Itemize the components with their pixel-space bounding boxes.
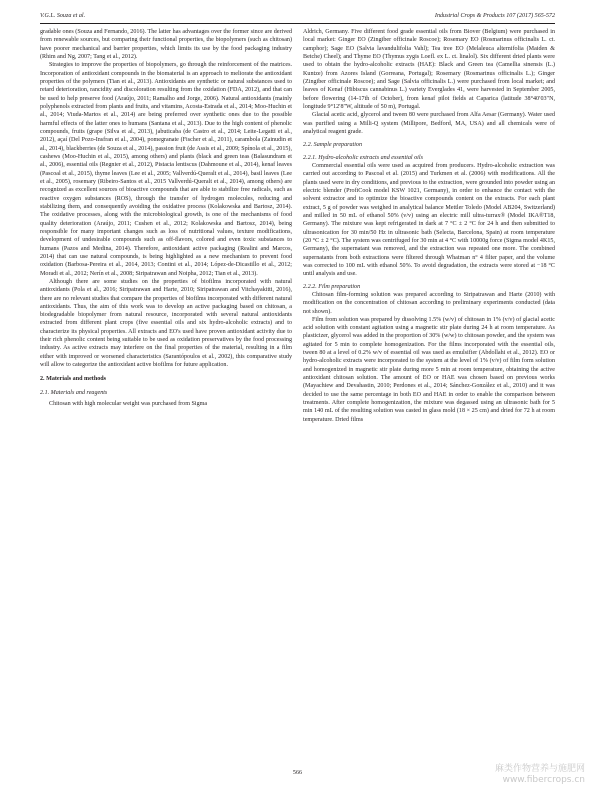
page-number: 566 [292,770,303,776]
paragraph: Commercial essential oils were used as acquired from producers. Hydro-alcoholic extraction was carried out according to Pascoal et al. (2015) and Turkmen et al. (2006) with modifications. All the plants used were in dry conditions, and previous to the extraction, were grounded into powder using an electric blender (ProfiCook model KSW 1021, Germany), in order to enhance the contact with the solvent extractor and to optimize the bioactive compounds content on the extracts. For each plant extract, 5 g of powder was weighed in analytical balance Mettler Toledo (Model AB204, Switzerland) and milled in 50 mL of ethanol 50% (v/v) using an electric mill ultra-turrax® (Model IKA®T18, Germany). The mixture was kept refrigerated in dark at 7 °C ± 2 °C for 24 h and then submitted to ultrasonication for 30 min/50 Hz in ultrasonic bath (Selecta, Barcelona, Spain) at room temperature (20 °C ± 2 °C). The system was centrifuged for 30 min at 4 °C with 10000g force (Sigma model 4K15, Germany), the supernatant was removed, and the extraction was repeated one more. The combined supernatants from both extractions were filtered through Whatman n° 4 filter paper, and the volume was corrected to 100 mL with ethanol 50%. To avoid degradation, the extracts were stored at −18 °C until analysis and use. [303,162,555,278]
subsection-heading-materials: 2.1. Materials and reagents [40,389,108,396]
paragraph: gradable ones (Souza and Fernando, 2016). The latter has advantages over the former since are derived from renewable sources, but comparing their functional properties, the biopolymers (such as chitosan) have poorer mechanical and barrier properties, which limits its use by the food packaging industry (Rhim and Ng, 2007; Tang et al., 2012). [40,29,292,60]
section-heading-methods: 2. Materials and methods [40,376,107,383]
paragraph: Film from solution was prepared by dissolving 1.5% (w/v) of chitosan in 1% (v/v) of glacial acetic acid solution with constant agitation using a magnetic stir plate during 24 h at room temperature. As plasticizer, glycerol was added in the proportion of 30% (w/w) to chitosan powder, and the system was agitated for 5 min to complete homogenization. For the films incorporated with the essential oils, tween 80 at a level of 0.2% w/v of essential oil was used as emulsifier (Abdollahi et al., 2012). EO or hydro-alcoholic extracts were incorporated to the system at the level of 1% (v/v) of film form solution and homogenized in magnetic stir plate during more 5 min at room temperature, obtaining the active antioxidant chitosan solution. The amount of EO or HAE was chosen based on previous works (Mayachiew and Devahastin, 2010; Perdones et al., 2014; Sánchez-González et al., 2010) and it was decided to use the same percentage in both EO and HAE in order to enable the comparison between treatments. After complete homogenization, the mixture was degassed using an ultrasonic bath for 5 min 140 mL of the resulting solution was casted in glass mold (18 × 25 cm) and dried for 72 h at room temperature. Dried films [303,316,555,423]
paragraph: Chitosan with high molecular weight was purchased from Sigma [49,401,208,408]
running-header-authors: V.G.L. Souza et al. [40,13,86,19]
paragraph: Aldrich, Germany. Five different food grade essential oils from Biover (Belgium) were purchased in local market: Ginger EO (Zingiber officinale Roscoe); Rosemary EO (Rosmarinus officinalis L. ct. camphor); Sage EO (Salvia lavandulifolia Vahl); Tea tree EO (Melaleuca alternifolia (Maiden & Betche) Cheel); and Thyme EO (Thymus zygis Loefl. ex L. ct. linalol). Six different dried plants were used to obtain the hydro-alcoholic extracts (HAE): Black and Green tea (Camellia sinensis (L.) Kuntze) from Azores Island (Gorreana, Portugal); Rosemary (Rosmarinus officinalis L.); Ginger (Zingiber officinale Roscoe); and Sage (Salvia officinalis L.) were purchased from local market; and leaves of Kenaf (Hibiscus cannabinus L.) variety Everglades 41, were harvested in September 2005, before flowering (14-17th of October), from kenaf pilot fields at Caparica (latitude 38°40′03″N, longitude 9°12′8″W, altitude of 50 m), Portugal. [303,29,555,110]
right-column [303,28,555,424]
subsection-heading-sample-preparation: 2.2. Sample preparation [303,142,363,149]
header-rule [40,23,555,24]
watermark-line: 麻类作物营养与施肥网 [494,764,585,774]
paragraph: Glacial acetic acid, glycerol and tween 80 were purchased from Alfa Aesar (Germany). Water used was purified using a Milli-Q system (Millipore, Bedford, MA, USA) and all chemicals were of analytical reagent grade. [303,112,555,135]
watermark-line: www.fibercrops.cn [502,775,585,785]
paragraph: Chitosan film-forming solution was prepared according to Siripatrawan and Harte (2010) with modification on the concentration of chitosan according to preliminary experiments conducted (data not shown). [303,291,555,315]
subsubsection-heading-film-preparation: 2.2.2. Film preparation [303,283,361,290]
paragraph: Strategies to improve the properties of biopolymers, go through the reinforcement of the matrices. Incorporation of antioxidant compounds in the biomaterial is an approach to meliorate the antioxidant properties of the polymers (Tian et al., 2013). Antioxidants are synthetic or natural substances used to retard deterioration, rancidity and discoloration resulting from the oxidation (FDA, 2012), and that can be used to help preserve food (Araújo, 2011; Ramalho and Jorge, 2006). Natural antioxidants (mainly polyphenols extracted from plants and fruits, and vitamins, Acosta-Estrada et al., 2014; Moo-Huchin et al., 2014; Viuda-Martos et al., 2014) are being preferred over synthetic ones due to the possible harmful effects of the latter ones to humans (Santana et al., 2013). Due to the high content of phenolic compounds, fruits (grape (Silva et al., 2013), jabuticaba (de Castro et al., 2014; Leite-Legatti et al., 2012), açaí (Del Pozo-Insfran et al., 2004), pomegranate (Fischer et al., 2011), carambola (Zainudin et al., 2014), blackberries (de Souza et al., 2014), passion fruit (de Assis et al., 2009; Spínola et al., 2015), cashews (Moo-Huchin et al., 2015), among others) and plants (black and green teas (Balasundram et al., 2006), essential oils (Regnier et al., 2012), Pistacia lentiscus (Dahmoune et al., 2014), kenaf leaves (Pascoal et al., 2015), thyme leaves (Lee et al., 2005; Vallverdú-Queralt et al., 2014), basil leaves (Lee et al., 2005), rosemary (Ribeiro-Santos et al., 2015 Vallverdú-Queralt et al., 2014), among others) are recognized as excellent sources of bioactive compounds that are able to stabilize free radicals, such as reactive oxygen substances (ROS), through the transfer of hydrogen molecules, reducing and stabilizing them, and consequently avoiding the oxidative process (Kolakowska and Bartosz, 2014). The oxidative processes, along with the microbiological growth, is one of the mechanisms of food quality deterioration (Araújo, 2011; Cushen et al., 2012; Kolakowska and Bartosz, 2014), being responsible for many important changes such as loss of nutritional values, texture modifications, development of undesirable compounds such as off-flavors, colored and even toxic substances to humans (Pazos and Medina, 2014). Therefore, antioxidant active packaging (Realini and Marcos, 2014) that can use natural compounds, is being highlighted as a new mechanism to prevent food oxidation (Barbosa-Pereira et al., 2014, 2013; Contini et al., 2014; López-de-Dicastillo et al., 2012; Moradi et al., 2012; Nerín et al., 2008; Siripatrawan and Noipha, 2012; Tian et al., 2013). [40,62,292,277]
left-column [40,28,292,408]
paragraph: Although there are some studies on the properties of biofilms incorporated with natural antioxidants (Pola et al., 2016; Siripatrawan and Harte, 2010; Siripatrawan and Vitchayakitti, 2016), there are no relevant studies that compare the properties of biofilms incorporated with different natural antioxidants. Thus, the aim of this work was to develop an active packaging based on chitosan, a biodegradable biopolymer from natural resource, incorporated with several natural antioxidants extracted from different plant crops (five essential oils and six hydro-alcoholic extracts) and to characterize its physical properties. All extracts and EO's used have proven antioxidant activity due to their rich phenolic content being suitable to be used as oxidation preservatives by the food processing industry. As active extracts may interfere on the final properties of the material, resulting in a film either with improved or worsened characteristics (Sarantópoulos et al., 2002), this comparative study will allow to categorize the antioxidant active biofilms for future application. [40,278,292,369]
watermark [495,764,585,786]
subsubsection-heading-hydro-alcoholic: 2.2.1. Hydro-alcoholic extracts and essential oils [303,154,423,161]
running-header-journal: Industrial Crops & Products 107 (2017) 565-572 [434,13,555,19]
